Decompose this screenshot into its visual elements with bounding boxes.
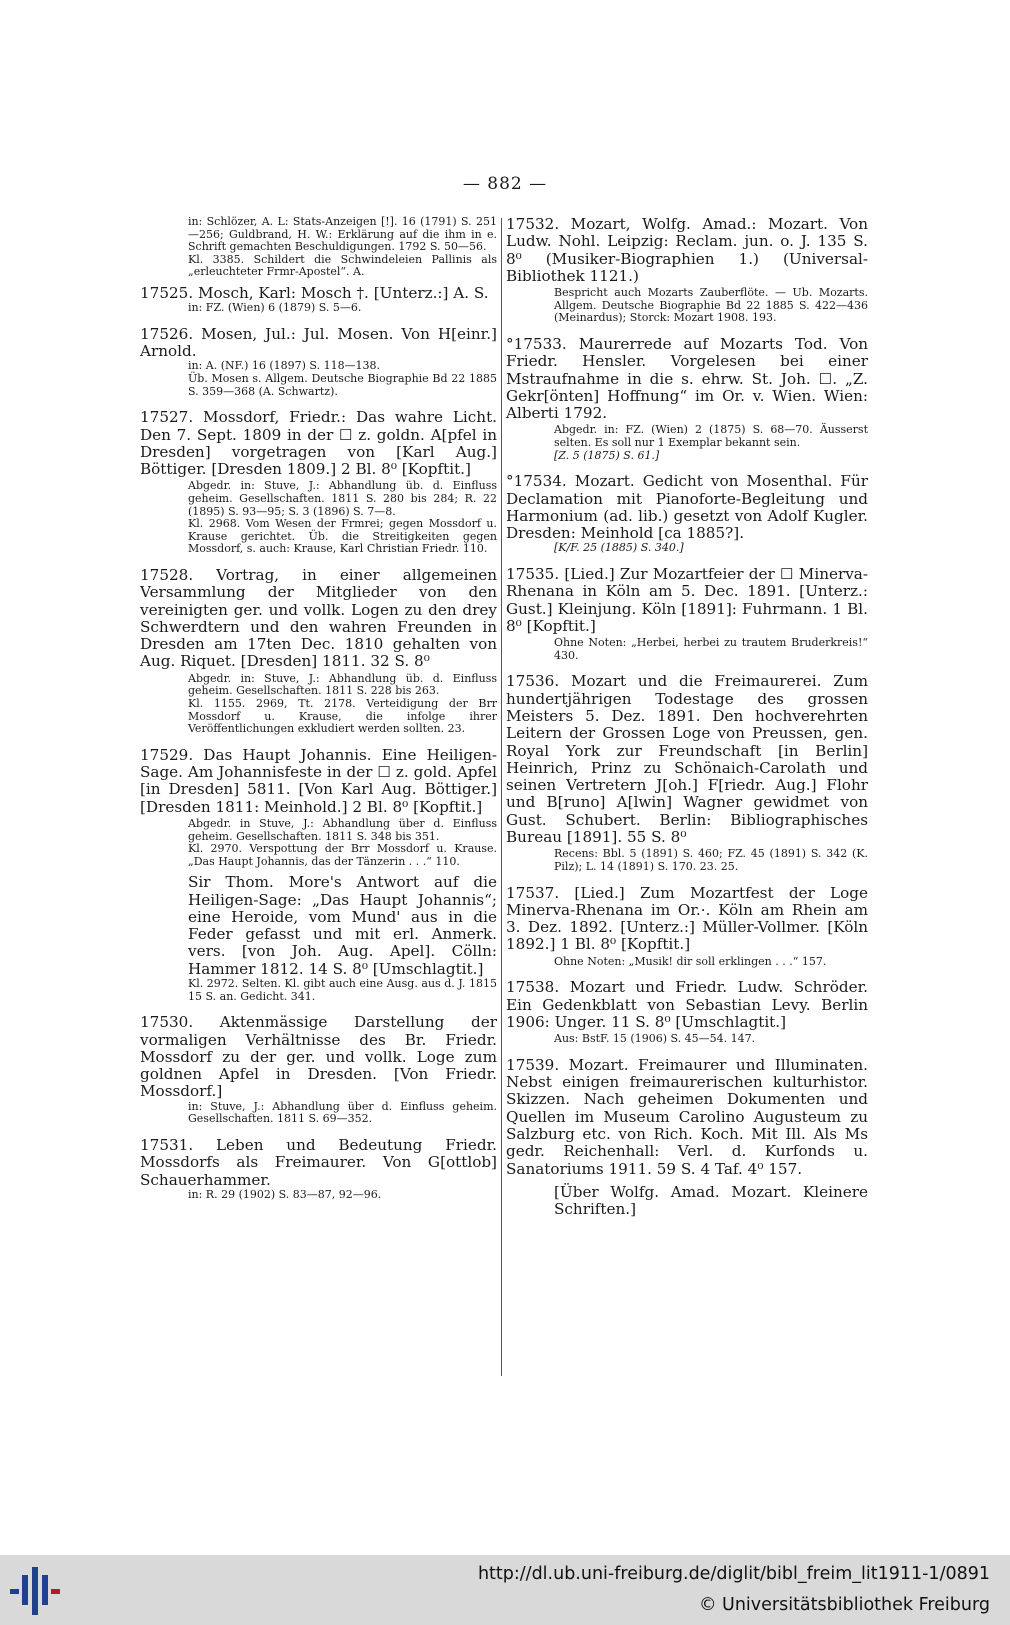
entry-text: 17532. Mozart, Wolfg. Amad.: Mozart. Von Ludw. Nohl. Leipzig: Reclam. jun. o. J. 135 S. 8⁰ (Musiker-Biographien 1.) (Universal-Bibliothek 1121.) (506, 215, 868, 285)
entry-text: °17533. Maurerrede auf Mozarts Tod. Von Friedr. Hensler. Vorgelesen bei einer Mstraufnahme in die s. ehrw. St. Joh. ☐. „Z. Gekr[önten] Hoffnung“ im Or. v. Wien. Wien: Alberti 1792. (506, 334, 868, 423)
footer-bar (0, 1555, 1010, 1625)
page-number: — 882 — (462, 174, 548, 194)
entry-17529 (140, 747, 497, 1004)
entry-note-secondary: Kl. 3385. Schildert die Schwindeleien Pallinis als „erleuchteter Frmr-Apostel“. A. (188, 252, 497, 279)
entry-text: 17537. [Lied.] Zum Mozartfest der Loge Minerva-Rhenana im Or.·. Köln am Rhein am 3. Dez. 1892. [Unterz.:] Müller-Vollmer. [Köln 1892.] 1 Bl. 8⁰ [Kopftit.] (506, 883, 868, 954)
entry-17534 (506, 473, 868, 555)
entry-note: in: Stuve, J.: Abhandlung über d. Einfluss geheim. Gesellschaften. 1811 S. 69—352. (188, 1099, 497, 1126)
entry-note: Aus: BstF. 15 (1906) S. 45—54. 147. (554, 1032, 756, 1046)
university-library-logo-icon (8, 1563, 62, 1619)
entry-17527 (140, 409, 497, 556)
entry-note: Bespricht auch Mozarts Zauberflöte. — Ub. Mozarts. Allgem. Deutsche Biographie Bd 22 1885 S. 422—436 (Meinardus); Storck: Mozart 1908. 193. (554, 286, 868, 325)
entry-note: Ohne Noten: „Musik! dir soll erklingen . . .“ 157. (554, 954, 827, 968)
entry-note: [K/F. 25 (1885) S. 340.] (554, 541, 684, 555)
entry-17536 (506, 673, 868, 873)
entry-note: Abgedr. in: FZ. (Wien) 2 (1875) S. 68—70. Äusserst selten. Es soll nur 1 Exemplar bekannt sein. (554, 423, 868, 450)
column-divider (501, 218, 502, 1376)
entry-sub-text: Sir Thom. More's Antwort auf die Heiligen-Sage: „Das Haupt Johannis“; eine Heroide, vom Mund' aus in die Feder gefasst und mit erl. Anmerk. vers. [von Joh. Aug. Apel]. Cölln: Hammer 1812. 14 S. 8⁰ [Umschlagtit.] (188, 873, 497, 978)
entry-text: 17538. Mozart und Friedr. Ludw. Schröder. Ein Gedenkblatt von Sebastian Levy. Berlin 1906: Unger. 11 S. 8⁰ [Umschlagtit.] (506, 978, 868, 1031)
entry-note-secondary: Kl. 2970. Verspottung der Brr Mossdorf u. Krause. „Das Haupt Johannis, das der Tänzerin . . .“ 110. (188, 842, 497, 868)
entry-text: 17531. Leben und Bedeutung Friedr. Mossdorfs als Freimaurer. Von G[ottlob] Schauerhammer. (140, 1135, 497, 1189)
entry-note: Abgedr. in: Stuve, J.: Abhandlung üb. d. Einfluss geheim. Gesellschaften. 1811 S. 280 bis 284; R. 22 (1895) S. 93—95; S. 3 (1896) S. 7—8. (188, 479, 497, 518)
entry-note-secondary: Kl. 1155. 2969, Tt. 2178. Verteidigung der Brr Mossdorf u. Krause, die infolge ihrer Veröffentlichungen exkludiert werden sollten. 23. (188, 696, 497, 736)
entry-note: Ohne Noten: „Herbei, herbei zu trautem Bruderkreis!“ 430. (554, 636, 868, 662)
entry-note: in: A. (NF.) 16 (1897) S. 118—138. (188, 359, 381, 373)
entry-text: 17535. [Lied.] Zur Mozartfeier der ☐ Minerva-Rhenana in Köln am 5. Dec. 1891. [Unterz.: Gust.] Kleinjung. Köln [1891]: Fuhrmann. 1 Bl. 8⁰ [Kopftit.] (506, 565, 868, 635)
entry-text: 17526. Mosen, Jul.: Jul. Mosen. Von H[einr.] Arnold. (140, 324, 497, 361)
entry-17526 (140, 326, 497, 398)
entry-note-secondary: Üb. Mosen s. Allgem. Deutsche Biographie Bd 22 1885 S. 359—368 (A. Schwartz). (188, 372, 497, 398)
entry-17539 (506, 1057, 868, 1219)
entry-note: Abgedr. in: Stuve, J.: Abhandlung üb. d. Einfluss geheim. Gesellschaften. 1811 S. 228 bis 263. (188, 671, 497, 698)
entry-note: in: FZ. (Wien) 6 (1879) S. 5—6. (188, 301, 362, 315)
entry-note: Abgedr. in Stuve, J.: Abhandlung über d. Einfluss geheim. Gesellschaften. 1811 S. 348 bis 351. (188, 816, 497, 843)
entry-17525 (140, 285, 497, 315)
entry-17532 (506, 216, 868, 325)
entry-17528 (140, 567, 497, 736)
entry-continuation (140, 216, 497, 279)
entry-text: 17527. Mossdorf, Friedr.: Das wahre Licht. Den 7. Sept. 1809 in der ☐ z. goldn. A[pfel in Dresden] vorgetragen von [Karl Aug.] Böttiger. [Dresden 1809.] 2 Bl. 8⁰ [Kopftit.] (140, 408, 497, 479)
entry-text: 17530. Aktenmässige Darstellung der vormaligen Verhältnisse des Br. Friedr. Mossdorf zu der ger. und vollk. Loge zum goldnen Apfel in Dresden. [Von Friedr. Mossdorf.] (140, 1013, 497, 1101)
entry-17530 (140, 1014, 497, 1126)
entry-17531 (140, 1137, 497, 1201)
entry-17537 (506, 885, 868, 969)
entry-note: Recens: Bbl. 5 (1891) S. 460; FZ. 45 (1891) S. 342 (K. Pilz); L. 14 (1891) S. 170. 23. 25. (554, 847, 868, 873)
entry-note-secondary: [Z. 5 (1875) S. 61.] (554, 448, 660, 462)
entry-text: 17528. Vortrag, in einer allgemeinen Versammlung der Mitglieder von den vereinigten ger. und vollk. Logen zu den drey Schwerdtern und den wahren Freunden in Dresden am 17ten Dec. 1810 gehalten von Aug. Riquet. [Dresden] 1811. 32 S. 8⁰ (140, 565, 497, 671)
entry-text: 17525. Mosch, Karl: Mosch †. [Unterz.:] A. S. (140, 283, 489, 302)
footer-url-link[interactable]: http://dl.ub.uni-freiburg.de/diglit/bibl_freim_lit1911-1/0891 (477, 1564, 990, 1584)
entry-17535 (506, 566, 868, 662)
entry-sub-note: Kl. 2972. Selten. Kl. gibt auch eine Ausg. aus d. J. 1815 15 S. an. Gedicht. 341. (188, 977, 497, 1003)
entry-text: °17534. Mozart. Gedicht von Mosenthal. Für Declamation mit Pianoforte-Begleitung und Harmonium (ad. lib.) gesetzt von Adolf Kugler. Dresden: Meinhold [ca 1885?]. (506, 472, 868, 543)
footer-copyright: © Universitätsbibliothek Freiburg (698, 1595, 990, 1615)
entry-17538 (506, 979, 868, 1045)
entry-note-secondary: Kl. 2968. Vom Wesen der Frmrei; gegen Mossdorf u. Krause gerichtet. Üb. die Streitigkeiten gegen Mossdorf, s. auch: Krause, Karl Christian Friedr. 110. (188, 517, 497, 556)
entry-text: 17529. Das Haupt Johannis. Eine Heiligen-Sage. Am Johannisfeste in der ☐ z. gold. Apfel [in Dresden] 5811. [Von Karl Aug. Böttiger.] [Dresden 1811: Meinhold.] 2 Bl. 8⁰ [Kopftit.] (140, 745, 497, 816)
entry-note: in: Schlözer, A. L: Stats-Anzeigen [!]. 16 (1791) S. 251—256; Guldbrand, H. W.: Erklärung auf die ihm in e. Schrift gemachten Beschuldigungen. 1792 S. 50—56. (188, 215, 497, 254)
left-column (140, 216, 497, 1212)
entry-text: 17536. Mozart und die Freimaurerei. Zum hundertjährigen Todestage des grossen Meisters 5. Dez. 1891. Den hochverehrten Leitern der Grossen Loge von Preussen, gen. Royal York zur Freundschaft [in Berlin] Heinrich, Prinz zu Schönaich-Carolath und seinen Vertretern J[oh.] F[riedr. Aug.] Flohr und B[runo] A[lwin] Wagner gewidmet von Gust. Schubert. Berlin: Bibliographisches Bureau [1891]. 55 S. 8⁰ (506, 672, 868, 847)
right-column (506, 216, 868, 1229)
entry-17533 (506, 336, 868, 462)
entry-text: 17539. Mozart. Freimaurer und Illuminaten. Nebst einigen freimaurerischen kulturhistor. Skizzen. Nach geheimen Dokumenten und Quellen im Museum Carolino Augusteum zu Salzburg etc. von Rich. Koch. Mit Ill. Als Ms gedr. Reichenhall: Verl. d. Kurfonds u. Sanatoriums 1911. 59 S. 4 Taf. 4⁰ 157. (506, 1055, 868, 1178)
entry-note: in: R. 29 (1902) S. 83—87, 92—96. (188, 1187, 382, 1201)
entry-sub-text: [Über Wolfg. Amad. Mozart. Kleinere Schriften.] (554, 1182, 868, 1219)
